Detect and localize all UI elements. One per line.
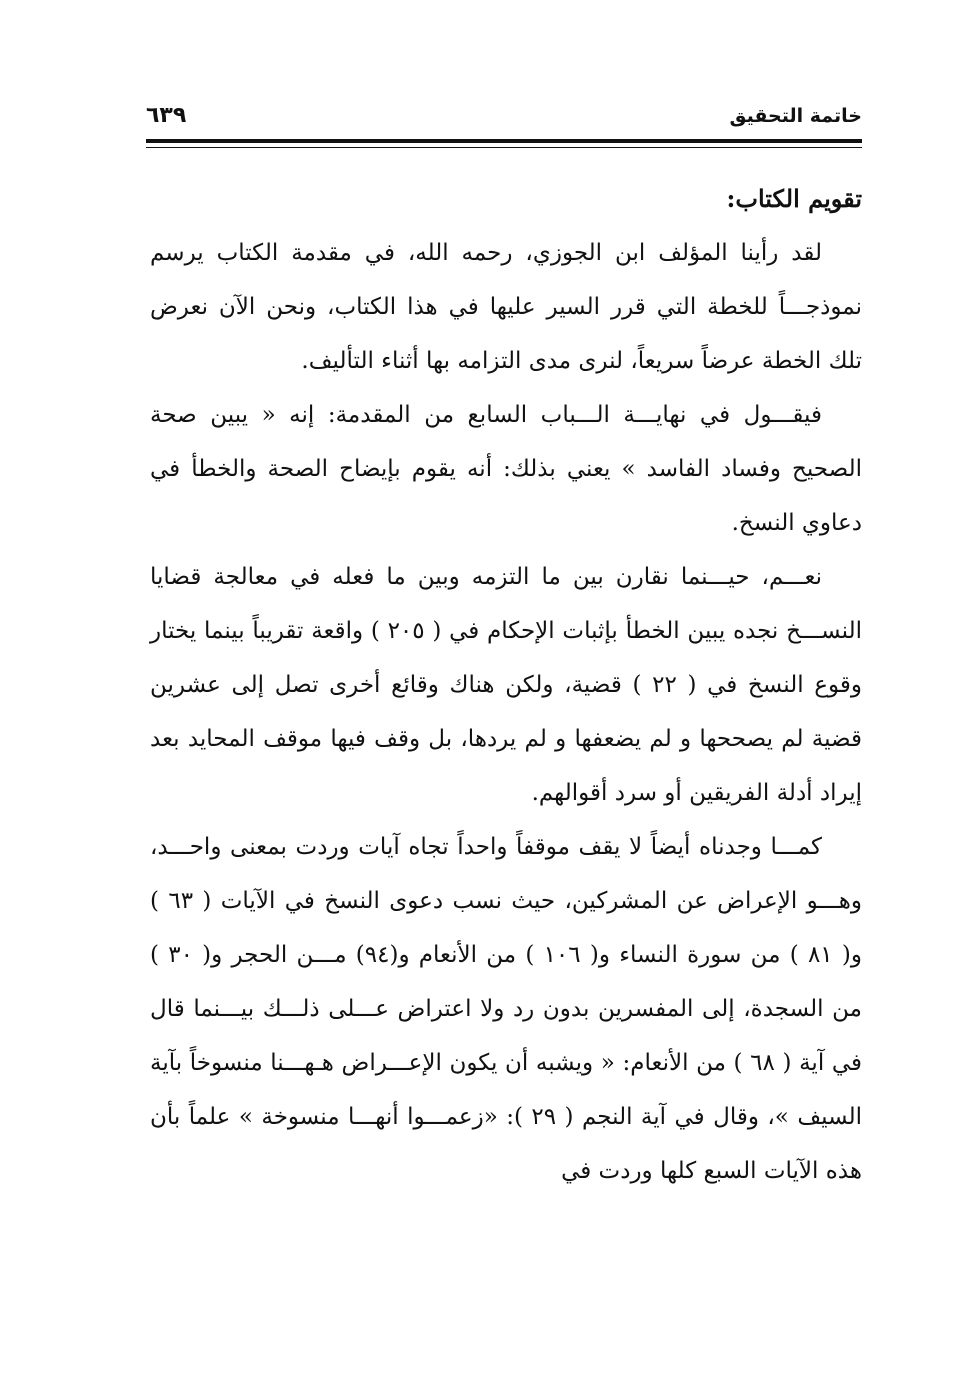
- body-text: [150, 172, 862, 1198]
- paragraph: نعـــم، حيـــنما نقارن بين ما التزمه وبين ما فعله في معالجة قضايا النســـخ نجده يبين الخطأ بإثبات الإحكام في ( ٢٠٥ ) واقعة تقريباً بينما يختار وقوع النسخ في ( ٢٢ ) قضية، ولكن هناك وقائع أخرى تصل إلى عشرين قضية لم يصححها و لم يضعفها و لم يردها، بل وقف فيها موقف المحايد بعد إيراد أدلة الفريقين أو سرد أقوالهم.: [150, 564, 863, 806]
- header-rule-thin: [146, 147, 862, 148]
- paragraph: كمـــا وجدناه أيضاً لا يقف موقفاً واحداً تجاه آيات وردت بمعنى واحـــد، وهـــو الإعراض عن المشركين، حيث نسب دعوى النسخ في الآيات ( ٦٣ ) و( ٨١ ) من سورة النساء و( ١٠٦ ) من الأنعام و(٩٤) مـــن الحجر و( ٣٠ ) من السجدة، إلى المفسرين بدون رد ولا اعتراض عـــلى ذلـــك بيـــنما قال في آية ( ٦٨ ) من الأنعام: « ويشبه أن يكون الإعـــراض هـهـــنا منسوخاً بآية السيف »، وقال في آية النجم ( ٢٩ ): «زعمـــوا أنهـــا منسوخة » علماً بأن هذه الآيات السبع كلها وردت في: [150, 834, 862, 1184]
- paragraph: لقد رأينا المؤلف ابن الجوزي، رحمه الله، في مقدمة الكتاب يرسم نموذجـــاً للخطة التي قرر السير عليها في هذا الكتاب، ونحن الآن نعرض تلك الخطة عرضاً سريعاً، لنرى مدى التزامه بها أثناء التأليف.: [150, 240, 862, 374]
- header-rule-thick: [146, 139, 862, 143]
- running-title: خاتمة التحقيق: [729, 105, 862, 127]
- running-header: [146, 102, 862, 138]
- section-heading: تقويم الكتاب:: [726, 184, 862, 213]
- paragraph: فيقـــول في نهايـــة الـــباب السابع من المقدمة: إنه « يبين صحة الصحيح وفساد الفاسد » يعني بذلك: أنه يقوم بإيضاح الصحة والخطأ في دعاوي النسخ.: [150, 402, 862, 536]
- page-number: ٦٣٩: [146, 103, 187, 128]
